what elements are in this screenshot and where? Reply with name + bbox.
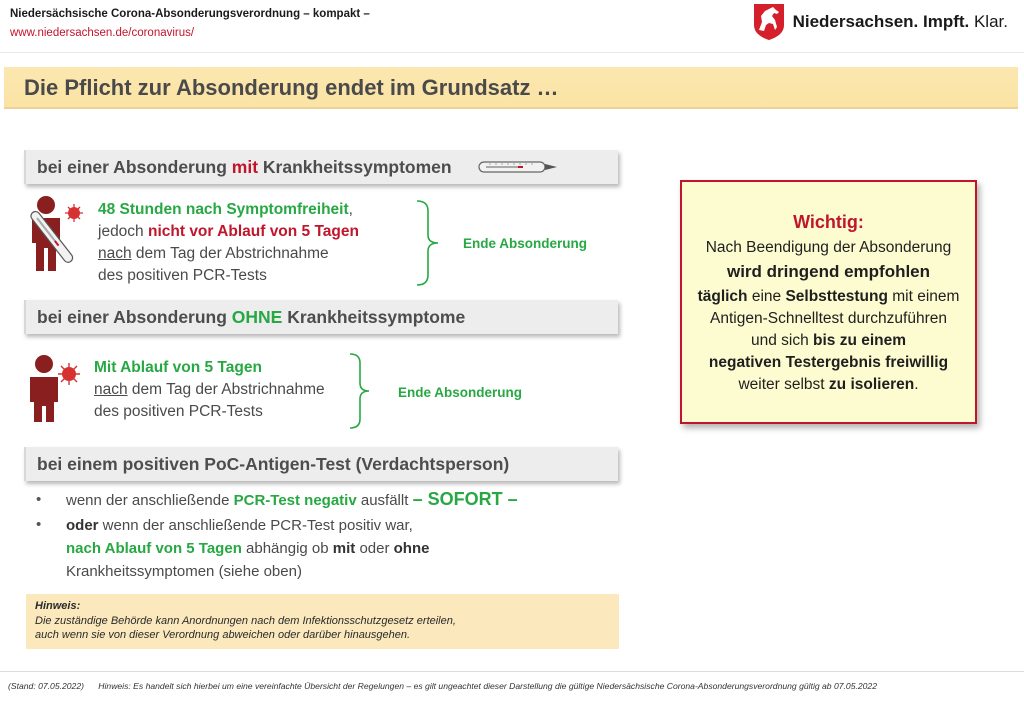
section-header-poc-antigen-test: bei einem positiven PoC-Antigen-Test (Verdachtsperson)	[24, 447, 618, 481]
horse-crest-icon	[753, 3, 785, 41]
hinweis-box: Hinweis: Die zuständige Behörde kann Anordnungen nach dem Infektionsschutzgesetz erteilen, auch wenn sie von dieser Verordnung abweichen oder darüber hinausgehen.	[26, 594, 619, 649]
section-header-without-symptoms: bei einer Absonderung OHNE Krankheitssymptome	[24, 300, 618, 334]
page-title: Die Pflicht zur Absonderung endet im Grundsatz …	[24, 75, 559, 100]
header-title: Niedersächsische Corona-Absonderungsverordnung – kompakt –	[10, 8, 370, 20]
bullet-dot: •	[36, 491, 42, 508]
important-title: Wichtig:	[793, 212, 864, 232]
section-header-with-symptoms: bei einer Absonderung mit Krankheitssymptomen	[24, 150, 618, 184]
brand-logo	[753, 2, 1008, 42]
section2-ende-label: Ende Absonderung	[398, 385, 522, 400]
right-brace-icon	[347, 352, 375, 430]
footer-divider	[0, 671, 1024, 672]
sick-person-thermometer-icon	[22, 193, 92, 273]
footer-note: (Stand: 07.05.2022) Hinweis: Es handelt sich hierbei um eine vereinfachte Übersicht der Regelungen – es gilt ungeachtet dieser Darstellung die gültige Niedersächsische Corona-Absonderungsverordnung gültig ab 07.05.2022	[8, 681, 877, 691]
header-url-link[interactable]: www.niedersachsen.de/coronavirus/	[10, 27, 195, 39]
bullet-item-negative: wenn der anschließende PCR-Test negativ ausfällt – SOFORT –	[66, 489, 518, 509]
section1-ende-label: Ende Absonderung	[463, 236, 587, 251]
important-notice-box: Wichtig: Nach Beendigung der Absonderung wird dringend empfohlen täglich eine Selbsttestung mit einem Antigen-Schnelltest durchzuführen und sich bis zu einem negativen Testergebnis freiwillig weiter selbst zu isolieren.	[680, 180, 977, 424]
bullet-dot: •	[36, 516, 42, 533]
hinweis-title: Hinweis:	[35, 600, 81, 612]
thermometer-icon	[478, 160, 558, 174]
title-banner	[4, 67, 1018, 109]
brand-text: Niedersachsen. Impft. Klar.	[792, 12, 1008, 31]
section1-text: 48 Stunden nach Symptomfreiheit, jedoch nicht vor Ablauf von 5 Tagen nach dem Tag der Abstrichnahme des positiven PCR-Tests	[98, 201, 359, 284]
header-divider	[0, 52, 1024, 53]
sick-person-virus-icon	[22, 352, 84, 424]
right-brace-icon	[414, 199, 444, 287]
bullet-item-positive: oder wenn der anschließende PCR-Test positiv war, nach Ablauf von 5 Tagen abhängig ob mit oder ohne Krankheitssymptomen (siehe oben)	[66, 517, 430, 580]
section2-text: Mit Ablauf von 5 Tagen nach dem Tag der Abstrichnahme des positiven PCR-Tests	[94, 359, 325, 420]
